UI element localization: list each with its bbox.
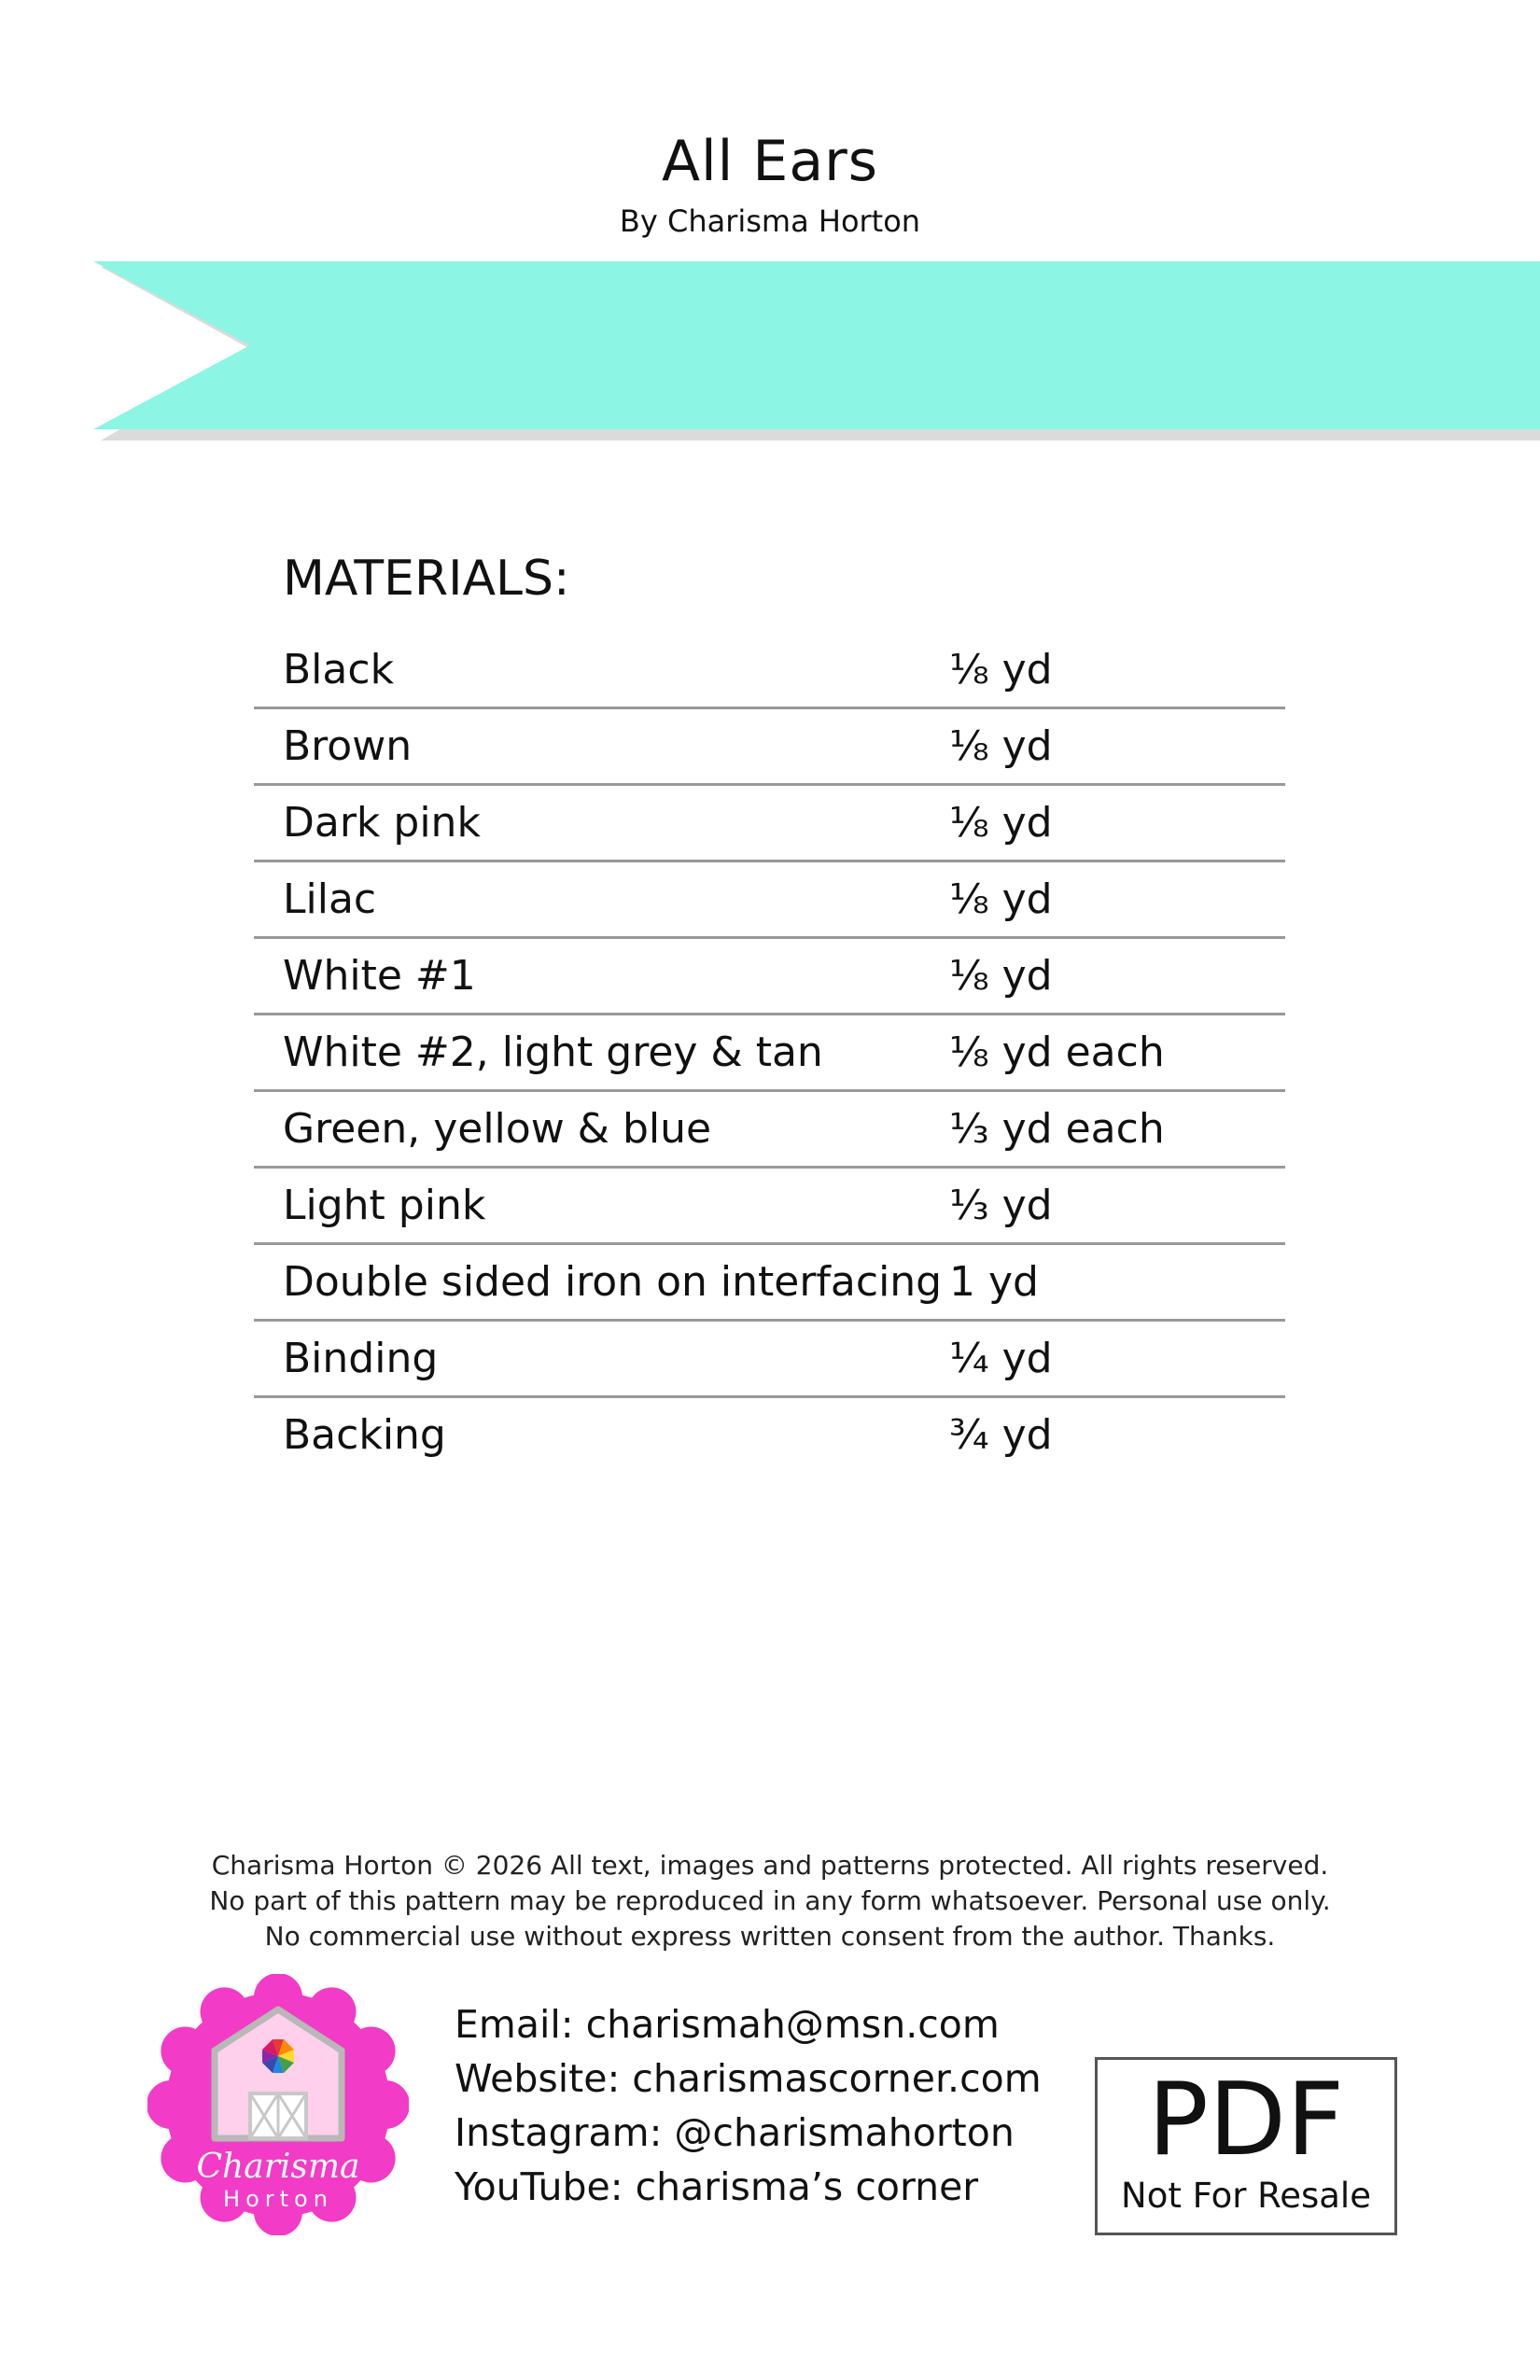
contact-info [455, 1997, 1042, 2214]
materials-table [254, 633, 1285, 1472]
page-title: All Ears [661, 129, 879, 194]
table-row [254, 1244, 1285, 1321]
table-row [254, 1397, 1285, 1473]
materials-heading: MATERIALS: [283, 551, 570, 607]
material-name: Light pink [254, 1168, 949, 1244]
logo-surname: Horton [223, 2186, 333, 2212]
logo-name: Charisma [196, 2148, 360, 2186]
copyright-line: Charisma Horton © 2026 All text, images and patterns protected. All rights reserved. [211, 1850, 1329, 1881]
material-amount: ⅛ yd [949, 785, 1285, 861]
material-amount: ⅛ yd [949, 633, 1285, 708]
contact-youtube: YouTube: charisma’s corner [455, 2164, 979, 2209]
table-row [254, 938, 1285, 1015]
table-row [254, 1091, 1285, 1168]
material-name: Lilac [254, 861, 949, 938]
table-row [254, 1321, 1285, 1397]
material-amount: ⅓ yd [949, 1168, 1285, 1244]
ribbon-banner [0, 252, 1540, 448]
ribbon-banner-fill [93, 261, 1540, 429]
contact-instagram: Instagram: @charismahorton [455, 2110, 1015, 2155]
material-name: Double sided iron on interfacing [254, 1244, 949, 1321]
copyright-line: No part of this pattern may be reproduced in any form whatsoever. Personal use only. [209, 1885, 1331, 1916]
material-amount: ¾ yd [949, 1411, 1053, 1459]
table-row [254, 633, 1285, 708]
copyright-notice [0, 1848, 1540, 1954]
copyright-line: No commercial use without express written consent from the author. Thanks. [264, 1921, 1276, 1952]
table-row [254, 1168, 1285, 1244]
pdf-badge [1095, 2057, 1397, 2235]
material-name: Green, yellow & blue [254, 1091, 949, 1168]
contact-website: Website: charismascorner.com [455, 2056, 1042, 2101]
material-amount: ⅓ yd each [949, 1091, 1285, 1168]
material-name: Black [254, 633, 949, 708]
contact-email: Email: charismah@msn.com [455, 2002, 1000, 2047]
table-row [254, 861, 1285, 938]
table-row [254, 708, 1285, 785]
pdf-badge-note: Not For Resale [1121, 2176, 1371, 2216]
byline: By Charisma Horton [619, 203, 921, 239]
material-name: Dark pink [254, 785, 949, 861]
material-amount: ⅛ yd [949, 938, 1285, 1015]
material-amount: ⅛ yd [949, 708, 1285, 785]
pdf-badge-label: PDF [1147, 2062, 1345, 2178]
material-name: Backing [283, 1411, 446, 1459]
barn-logo-icon [147, 1974, 409, 2235]
material-amount: ¼ yd [949, 1321, 1285, 1397]
material-amount: 1 yd [949, 1244, 1285, 1321]
table-row [254, 1015, 1285, 1091]
material-name: White #2, light grey & tan [254, 1015, 949, 1091]
table-row [254, 785, 1285, 861]
material-name: Brown [254, 708, 949, 785]
material-amount: ⅛ yd each [949, 1015, 1285, 1091]
material-name: Binding [254, 1321, 949, 1397]
material-amount: ⅛ yd [949, 861, 1285, 938]
material-name: White #1 [254, 938, 949, 1015]
